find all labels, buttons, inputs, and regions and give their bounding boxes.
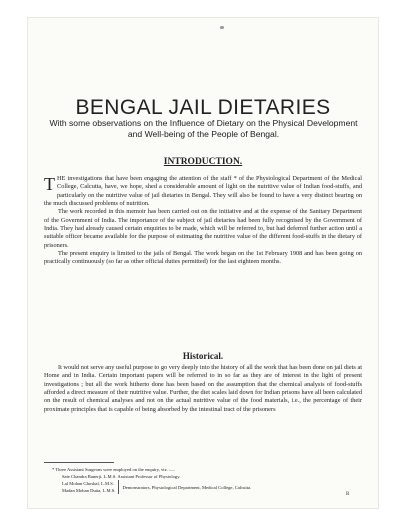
footnote-line-1: Sate Chandra Banerji, L.M.S. Assistant Professor of Physiology. (62, 474, 181, 479)
historical-paragraph-1: It would not serve any useful purpose to go very deeply into the history of all the work that has been done on jail diets at Home and in India. Certain important papers will be referred to in so far as they are of interest in the light of present investigations ; but all the work hitherto done has been based on the assumption that the chemical analysis of food-stuffs afforded a direct measure of their nutritive value. Further, the diet scales laid down for Indian prisons have all been calculated on the result of chemical analyses and not on the actual nutritive value of the food materials, i.e., the percentage of their proximate principles that is capable of being absorbed by the intestinal tract of the prisoners (44, 364, 362, 413)
page-subtitle: With some observations on the Influence of Dietary on the Physical Development and Well-being of the People of Bengal. (49, 118, 358, 139)
intro-paragraph-1-text: HE investigations that have been engaging the attention of the staff * of the Physiological Department of the Medical College, Calcutta, have, we hope, shed a considerable amount of light on the nutritive value of Indian food-stuffs, and particularly on the nutritive value of jail dietaries in Bengal. They will also be found to have a very distinct bearing on the much discussed problems of nutrition. (44, 175, 362, 208)
footnote-role: Demonstrators, Physiological Department, Medical College, Calcutta. (122, 484, 252, 490)
historical-heading: Historical. (182, 351, 224, 361)
historical-body (44, 364, 362, 414)
page-title: BENGAL JAIL DIETARIES (75, 96, 331, 120)
footnote (52, 466, 352, 494)
drop-cap: T (44, 174, 55, 194)
footnote-name-3: Madan Mohan Dutta, L.M.S. (62, 488, 116, 493)
intro-paragraph-2: The work recorded in this memoir has been carried out on the initiative and at the expense of the Sanitary Department of the Government of India. The importance of the subject of jail dietaries had been fully recognised by the Government of India. They had already caused certain enquiries to be made, which will be referred to, but had deferred further action until a suitable officer became available for the purpose of estimating the nutritive value of the different food-stuffs in the dietary of prisoners. (44, 208, 362, 249)
introduction-heading: INTRODUCTION. (163, 157, 243, 167)
intro-paragraph-3: The present enquiry is limited to the jails of Bengal. The work began on the 1st February 1908 and has been going on practically continuously (so far as other official duties permitted) for the last eighteen months. (44, 250, 362, 266)
document-page (28, 18, 378, 508)
footnote-divider (44, 462, 114, 463)
footnote-name-2: Lal Mohan Ghoshal, L.M.S. (62, 481, 114, 486)
page-signature-mark: B (346, 492, 350, 497)
footnote-intro: * Three Assistant Surgeons were employed on the enquiry, viz. :— (52, 467, 175, 472)
ink-speck (220, 26, 224, 29)
footnote-demonstrators (52, 480, 352, 494)
intro-paragraph-1 (44, 175, 362, 208)
footnote-names (62, 480, 119, 494)
introduction-body (44, 175, 362, 267)
